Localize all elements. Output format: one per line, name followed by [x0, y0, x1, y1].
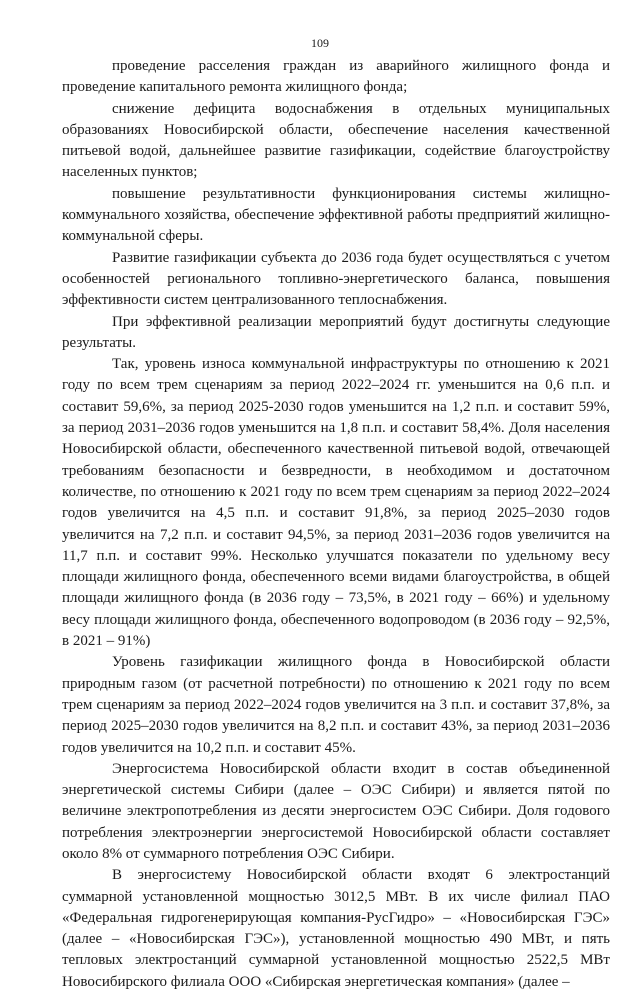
paragraph: В энергосистему Новосибирской области входят 6 электростанций суммарной установленной мощностью 3012,5 МВт. В их числе филиал ПАО «Федеральная гидрогенерирующая компания-РусГидро» – «Новосибирская ГЭС» (далее – «Новосибирская ГЭС»), установленной мощностью 490 МВт, и пять тепловых электростанций суммарной установленной мощностью 2522,5 МВт Новосибирского филиала ООО «Сибирская энергетическая компания» (далее – — [62, 867, 610, 990]
paragraph: Энергосистема Новосибирской области входит в состав объединенной энергетической системы Сибири (далее – ОЭС Сибири) и является пятой по величине электропотребления из десяти энергосистем ОЭС Сибири. Доля годового потребления электроэнергии энергосистемой Новосибирской области составляет около 8% от суммарного потребления ОЭС Сибири. — [62, 760, 610, 862]
paragraph: Развитие газификации субъекта до 2036 года будет осуществляться с учетом особенностей регионального топливно-энергетического баланса, повышения эффективности систем централизованного теплоснабжения. — [62, 249, 610, 309]
paragraph: Уровень газификации жилищного фонда в Новосибирской области природным газом (от расчетной потребности) по отношению к 2021 году по всем трем сценариям за период 2022–2024 годов увеличится на 3 п.п. и составит 37,8%, за период 2025–2030 годов увеличится на 8,2 п.п. и составит 43%, за период 2031–2036 годов увеличится на 10,2 п.п. и составит 45%. — [62, 654, 610, 756]
paragraph: повышение результативности функционирования системы жилищно-коммунального хозяйства, обеспечение эффективной работы предприятий жилищно-коммунальной сферы. — [62, 185, 610, 245]
paragraph: При эффективной реализации мероприятий будут достигнуты следующие результаты. — [62, 313, 610, 351]
paragraph: проведение расселения граждан из аварийного жилищного фонда и проведение капитального ремонта жилищного фонда; — [62, 58, 610, 96]
paragraph: Так, уровень износа коммунальной инфраструктуры по отношению к 2021 году по всем трем сценариям за период 2022–2024 гг. уменьшится на 0,6 п.п. и составит 59,6%, за период 2025-2030 годов уменьшится на 1,2 п.п. и составит 59%, за период 2031–2036 годов уменьшится на 1,8 п.п. и составит 58,4%. Доля населения Новосибирской области, обеспеченного качественной питьевой водой, отвечающей требованиям безопасности и безвредности, в необходимом и достаточном количестве, по отношению к 2021 году по всем трем сценариям за период 2022–2024 годов увеличится на 4,5 п.п. и составит 91,8%, за период 2025–2030 годов увеличится на 7,2 п.п. и составит 94,5%, за период 2031–2036 годов увеличится на 11,7 п.п. и составит 99%. Несколько улучшатся показатели по удельному весу площади жилищного фонда, обеспеченного всеми видами благоустройства, в общей площади жилищного фонда (в 2036 году – 73,5%, в 2021 году – 66%) и удельному весу площади жилищного фонда, обеспеченного водопроводом (в 2036 году – 92,5%, в 2021 – 91%) — [62, 356, 610, 650]
document-body — [62, 56, 610, 993]
page-number: 109 — [311, 36, 329, 50]
paragraph: снижение дефицита водоснабжения в отдельных муниципальных образованиях Новосибирской области, обеспечение населения качественной питьевой водой, дальнейшее развитие газификации, содействие благоустройству населенных пунктов; — [62, 100, 610, 181]
